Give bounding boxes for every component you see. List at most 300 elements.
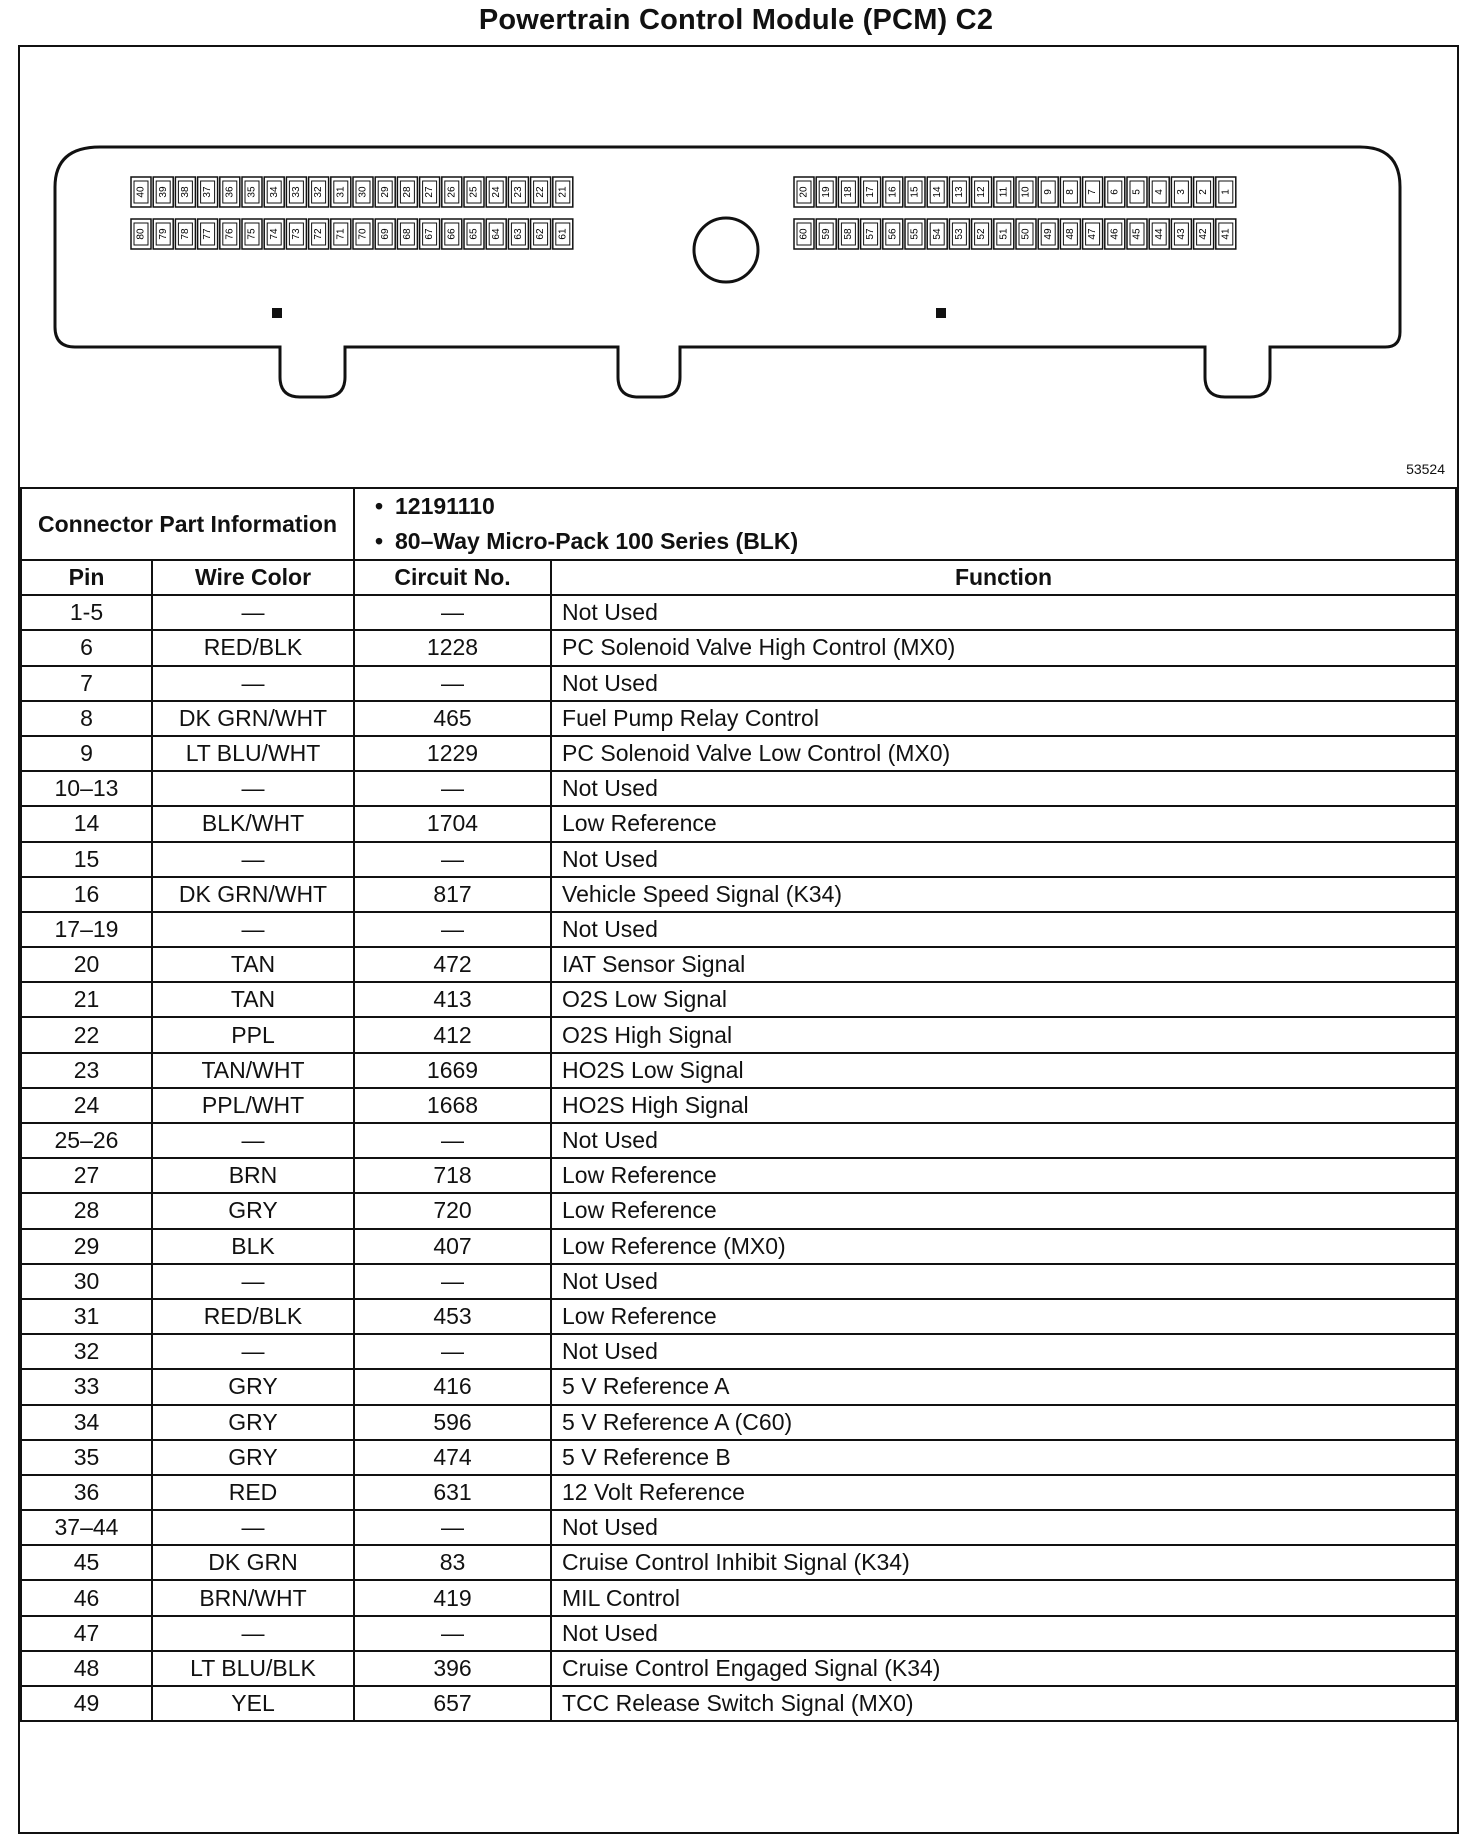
pin-number: 73 xyxy=(291,228,303,240)
wire-color-cell: BRN/WHT xyxy=(152,1580,354,1615)
pin-cell: 17–19 xyxy=(21,912,152,947)
circuit-cell: 407 xyxy=(354,1229,551,1264)
pin-cell: 10–13 xyxy=(21,771,152,806)
table-row xyxy=(21,1475,1456,1510)
circuit-cell: — xyxy=(354,771,551,806)
table-row xyxy=(21,1053,1456,1088)
function-cell: Not Used xyxy=(551,1264,1456,1299)
table-row xyxy=(21,1158,1456,1193)
pin-number: 49 xyxy=(1042,228,1054,240)
pin-cavity xyxy=(131,219,151,249)
pin-cavity xyxy=(442,219,462,249)
pin-cavity xyxy=(309,177,329,207)
pin-number: 39 xyxy=(157,186,169,198)
circuit-cell: 657 xyxy=(354,1686,551,1721)
pin-cavity xyxy=(883,219,903,249)
connector-center-hole xyxy=(694,218,758,282)
pin-number: 65 xyxy=(468,228,480,240)
pin-cavity xyxy=(353,219,373,249)
page-title: Powertrain Control Module (PCM) C2 xyxy=(478,4,994,36)
pin-cavity xyxy=(198,219,218,249)
table-row xyxy=(21,630,1456,665)
pin-number: 16 xyxy=(887,186,899,198)
circuit-cell: 419 xyxy=(354,1580,551,1615)
wire-color-cell: — xyxy=(152,842,354,877)
pin-number: 52 xyxy=(976,228,988,240)
table-row xyxy=(21,1545,1456,1580)
column-header-wire-color: Wire Color xyxy=(152,560,354,595)
wire-color-cell: TAN xyxy=(152,982,354,1017)
pin-cell: 22 xyxy=(21,1017,152,1052)
pin-cavity xyxy=(508,219,528,249)
pin-cavity xyxy=(420,177,440,207)
wire-color-cell: — xyxy=(152,771,354,806)
function-cell: Low Reference (MX0) xyxy=(551,1229,1456,1264)
connector-part-number: • 12191110 xyxy=(395,489,1455,524)
pin-number: 61 xyxy=(557,228,569,240)
column-header-function: Function xyxy=(551,560,1456,595)
figure-number: 53524 xyxy=(1406,461,1445,477)
table-row xyxy=(21,1229,1456,1264)
column-header-pin: Pin xyxy=(21,560,152,595)
pin-cavity xyxy=(1105,177,1125,207)
circuit-cell: — xyxy=(354,1334,551,1369)
table-row xyxy=(21,1369,1456,1404)
pin-cavity xyxy=(861,219,881,249)
pin-number: 67 xyxy=(424,228,436,240)
pin-cavity xyxy=(1083,177,1103,207)
pin-cavity xyxy=(353,177,373,207)
pin-number: 25 xyxy=(468,186,480,198)
pin-number: 46 xyxy=(1109,228,1121,240)
wire-color-cell: BLK xyxy=(152,1229,354,1264)
function-cell: Low Reference xyxy=(551,1158,1456,1193)
pin-cavity xyxy=(464,219,484,249)
wire-color-cell: RED xyxy=(152,1475,354,1510)
wire-color-cell: DK GRN/WHT xyxy=(152,877,354,912)
pin-number: 78 xyxy=(180,228,192,240)
wire-color-cell: — xyxy=(152,1616,354,1651)
function-cell: Not Used xyxy=(551,1510,1456,1545)
pin-cavity xyxy=(1216,177,1236,207)
circuit-cell: 472 xyxy=(354,947,551,982)
pin-cavity xyxy=(486,219,506,249)
pin-number: 40 xyxy=(135,186,147,198)
pin-number: 55 xyxy=(909,228,921,240)
table-row xyxy=(21,1334,1456,1369)
pin-number: 64 xyxy=(490,228,502,240)
circuit-cell: — xyxy=(354,1510,551,1545)
table-row xyxy=(21,912,1456,947)
pin-number: 72 xyxy=(313,228,325,240)
pin-cavity xyxy=(1016,177,1036,207)
wire-color-cell: TAN/WHT xyxy=(152,1053,354,1088)
pin-cell: 35 xyxy=(21,1440,152,1475)
pin-cell: 46 xyxy=(21,1580,152,1615)
table-header-row xyxy=(21,560,1456,595)
function-cell: O2S Low Signal xyxy=(551,982,1456,1017)
table-row xyxy=(21,982,1456,1017)
connector-info-label: Connector Part Information xyxy=(21,488,354,560)
pin-cavity xyxy=(375,219,395,249)
pin-cavity xyxy=(175,219,195,249)
circuit-cell: — xyxy=(354,1616,551,1651)
pin-number: 14 xyxy=(931,186,943,198)
table-row xyxy=(21,877,1456,912)
connector-diagram xyxy=(20,47,1457,487)
pin-cell: 37–44 xyxy=(21,1510,152,1545)
pin-cell: 31 xyxy=(21,1299,152,1334)
pin-marker-left xyxy=(272,308,282,318)
pin-cell: 6 xyxy=(21,630,152,665)
circuit-cell: 1668 xyxy=(354,1088,551,1123)
pin-cavity xyxy=(553,219,573,249)
pin-cavity xyxy=(331,219,351,249)
circuit-cell: — xyxy=(354,842,551,877)
table-row xyxy=(21,1510,1456,1545)
pin-number: 48 xyxy=(1065,228,1077,240)
pin-cavity xyxy=(905,219,925,249)
pin-number: 36 xyxy=(224,186,236,198)
table-row xyxy=(21,701,1456,736)
pin-cavity xyxy=(486,177,506,207)
pin-cell: 33 xyxy=(21,1369,152,1404)
wire-color-cell: GRY xyxy=(152,1193,354,1228)
pin-cavity xyxy=(1127,219,1147,249)
pin-number: 44 xyxy=(1153,228,1165,240)
pin-number: 51 xyxy=(998,228,1010,240)
pin-number: 22 xyxy=(535,186,547,198)
wire-color-cell: YEL xyxy=(152,1686,354,1721)
connector-illustration xyxy=(20,47,1457,487)
table-row xyxy=(21,595,1456,630)
wire-color-cell: LT BLU/WHT xyxy=(152,736,354,771)
table-row xyxy=(21,666,1456,701)
circuit-cell: 83 xyxy=(354,1545,551,1580)
table-row xyxy=(21,1651,1456,1686)
circuit-cell: 596 xyxy=(354,1405,551,1440)
pin-number: 26 xyxy=(446,186,458,198)
pin-cavity xyxy=(838,177,858,207)
pin-cell: 16 xyxy=(21,877,152,912)
column-header-circuit: Circuit No. xyxy=(354,560,551,595)
pin-cavity xyxy=(1016,219,1036,249)
wire-color-cell: — xyxy=(152,912,354,947)
pin-number: 58 xyxy=(843,228,855,240)
pin-number: 33 xyxy=(291,186,303,198)
pin-number: 13 xyxy=(954,186,966,198)
pin-number: 5 xyxy=(1131,189,1143,195)
pin-cavity xyxy=(220,219,240,249)
pin-cavity xyxy=(949,219,969,249)
pin-number: 75 xyxy=(246,228,258,240)
wire-color-cell: LT BLU/BLK xyxy=(152,1651,354,1686)
pin-marker-right xyxy=(936,308,946,318)
pin-number: 29 xyxy=(379,186,391,198)
pin-number: 60 xyxy=(798,228,810,240)
pin-cavity xyxy=(905,177,925,207)
table-row xyxy=(21,842,1456,877)
circuit-cell: 416 xyxy=(354,1369,551,1404)
table-row xyxy=(21,1264,1456,1299)
pin-cavity xyxy=(508,177,528,207)
pin-cell: 14 xyxy=(21,806,152,841)
function-cell: 5 V Reference A xyxy=(551,1369,1456,1404)
pin-number: 34 xyxy=(268,186,280,198)
pin-number: 30 xyxy=(357,186,369,198)
pin-number: 37 xyxy=(202,186,214,198)
pin-cavities xyxy=(131,177,1236,249)
pin-cell: 30 xyxy=(21,1264,152,1299)
circuit-cell: 1704 xyxy=(354,806,551,841)
function-cell: Low Reference xyxy=(551,1299,1456,1334)
pin-cell: 32 xyxy=(21,1334,152,1369)
pin-number: 62 xyxy=(535,228,547,240)
pin-cavity xyxy=(1149,177,1169,207)
pin-number: 38 xyxy=(180,186,192,198)
function-cell: Not Used xyxy=(551,771,1456,806)
pin-number: 8 xyxy=(1065,189,1077,195)
wire-color-cell: GRY xyxy=(152,1405,354,1440)
pin-number: 24 xyxy=(490,186,502,198)
pin-number: 68 xyxy=(402,228,414,240)
pin-cavity xyxy=(1038,177,1058,207)
wire-color-cell: RED/BLK xyxy=(152,1299,354,1334)
pin-cavity xyxy=(397,177,417,207)
pin-cell: 23 xyxy=(21,1053,152,1088)
circuit-cell: 413 xyxy=(354,982,551,1017)
pin-number: 19 xyxy=(820,186,832,198)
pin-cell: 36 xyxy=(21,1475,152,1510)
function-cell: TCC Release Switch Signal (MX0) xyxy=(551,1686,1456,1721)
pin-cell: 7 xyxy=(21,666,152,701)
connector-description: • 80–Way Micro-Pack 100 Series (BLK) xyxy=(395,524,1455,559)
pin-cavity xyxy=(1171,177,1191,207)
pin-cavity xyxy=(309,219,329,249)
pin-number: 45 xyxy=(1131,228,1143,240)
pin-cavity xyxy=(1149,219,1169,249)
function-cell: 12 Volt Reference xyxy=(551,1475,1456,1510)
pin-cavity xyxy=(816,177,836,207)
function-cell: Not Used xyxy=(551,912,1456,947)
function-cell: IAT Sensor Signal xyxy=(551,947,1456,982)
pin-cell: 28 xyxy=(21,1193,152,1228)
pin-number: 12 xyxy=(976,186,988,198)
pin-number: 1 xyxy=(1220,189,1232,195)
pin-number: 32 xyxy=(313,186,325,198)
pin-number: 21 xyxy=(557,186,569,198)
circuit-cell: 817 xyxy=(354,877,551,912)
table-row xyxy=(21,1616,1456,1651)
function-cell: Not Used xyxy=(551,1334,1456,1369)
function-cell: O2S High Signal xyxy=(551,1017,1456,1052)
pin-cavity xyxy=(972,177,992,207)
function-cell: PC Solenoid Valve Low Control (MX0) xyxy=(551,736,1456,771)
pin-cavity xyxy=(175,177,195,207)
pin-number: 79 xyxy=(157,228,169,240)
pin-cavity xyxy=(375,177,395,207)
pin-cavity xyxy=(1194,177,1214,207)
pin-cell: 21 xyxy=(21,982,152,1017)
pin-number: 63 xyxy=(513,228,525,240)
wire-color-cell: — xyxy=(152,1123,354,1158)
pin-cavity xyxy=(1105,219,1125,249)
pin-cell: 20 xyxy=(21,947,152,982)
pin-cell: 48 xyxy=(21,1651,152,1686)
circuit-cell: 396 xyxy=(354,1651,551,1686)
pin-number: 66 xyxy=(446,228,458,240)
pin-number: 11 xyxy=(998,186,1010,198)
pin-cell: 49 xyxy=(21,1686,152,1721)
pin-cavity xyxy=(927,219,947,249)
pin-cavity xyxy=(1216,219,1236,249)
table-row xyxy=(21,1405,1456,1440)
pin-number: 10 xyxy=(1020,186,1032,198)
wire-color-cell: — xyxy=(152,595,354,630)
wire-color-cell: — xyxy=(152,1334,354,1369)
pin-number: 69 xyxy=(379,228,391,240)
function-cell: Not Used xyxy=(551,1123,1456,1158)
function-cell: Low Reference xyxy=(551,806,1456,841)
pin-number: 59 xyxy=(820,228,832,240)
function-cell: PC Solenoid Valve High Control (MX0) xyxy=(551,630,1456,665)
pin-number: 50 xyxy=(1020,228,1032,240)
pin-cavity xyxy=(331,177,351,207)
pin-cavity xyxy=(1060,177,1080,207)
pin-cavity xyxy=(794,219,814,249)
pin-number: 4 xyxy=(1153,189,1165,195)
pin-cavity xyxy=(264,219,284,249)
function-cell: Vehicle Speed Signal (K34) xyxy=(551,877,1456,912)
pin-number: 6 xyxy=(1109,189,1121,195)
pin-number: 9 xyxy=(1042,189,1054,195)
table-row xyxy=(21,1440,1456,1475)
pin-number: 7 xyxy=(1087,189,1099,195)
pin-cavity xyxy=(838,219,858,249)
pin-cavity xyxy=(531,177,551,207)
wire-color-cell: — xyxy=(152,1510,354,1545)
pin-cavity xyxy=(1060,219,1080,249)
wire-color-cell: RED/BLK xyxy=(152,630,354,665)
pin-number: 74 xyxy=(268,228,280,240)
pin-cavity xyxy=(153,177,173,207)
wire-color-cell: GRY xyxy=(152,1440,354,1475)
pin-cavity xyxy=(442,177,462,207)
pin-number: 17 xyxy=(865,186,877,198)
circuit-cell: 1229 xyxy=(354,736,551,771)
pin-cavity xyxy=(816,219,836,249)
pin-number: 28 xyxy=(402,186,414,198)
table-row xyxy=(21,736,1456,771)
function-cell: Not Used xyxy=(551,666,1456,701)
table-row xyxy=(21,1686,1456,1721)
function-cell: Not Used xyxy=(551,595,1456,630)
pin-cavity xyxy=(861,177,881,207)
pin-number: 42 xyxy=(1198,228,1210,240)
pin-cavity xyxy=(553,177,573,207)
table-row xyxy=(21,1580,1456,1615)
pin-cell: 47 xyxy=(21,1616,152,1651)
circuit-cell: 1228 xyxy=(354,630,551,665)
function-cell: Not Used xyxy=(551,1616,1456,1651)
pin-cell: 29 xyxy=(21,1229,152,1264)
pin-cavity xyxy=(286,177,306,207)
circuit-cell: 718 xyxy=(354,1158,551,1193)
wire-color-cell: DK GRN xyxy=(152,1545,354,1580)
pin-cell: 24 xyxy=(21,1088,152,1123)
pin-cavity xyxy=(220,177,240,207)
function-cell: HO2S Low Signal xyxy=(551,1053,1456,1088)
function-cell: Cruise Control Inhibit Signal (K34) xyxy=(551,1545,1456,1580)
circuit-cell: 453 xyxy=(354,1299,551,1334)
connector-info-values xyxy=(354,488,1456,560)
table-row xyxy=(21,771,1456,806)
wire-color-cell: — xyxy=(152,666,354,701)
pin-cavity xyxy=(1171,219,1191,249)
wire-color-cell: PPL/WHT xyxy=(152,1088,354,1123)
pin-cavity xyxy=(883,177,903,207)
pinout-table xyxy=(20,487,1457,1722)
pin-cell: 9 xyxy=(21,736,152,771)
pin-number: 71 xyxy=(335,228,347,240)
pin-number: 31 xyxy=(335,186,347,198)
pin-number: 27 xyxy=(424,186,436,198)
circuit-cell: 720 xyxy=(354,1193,551,1228)
pin-cavity xyxy=(972,219,992,249)
pin-number: 18 xyxy=(843,186,855,198)
pin-cell: 34 xyxy=(21,1405,152,1440)
circuit-cell: 474 xyxy=(354,1440,551,1475)
pin-cavity xyxy=(264,177,284,207)
pin-cell: 8 xyxy=(21,701,152,736)
pin-cavity xyxy=(198,177,218,207)
circuit-cell: 1669 xyxy=(354,1053,551,1088)
pin-cavity xyxy=(994,177,1014,207)
table-row xyxy=(21,1299,1456,1334)
pin-number: 41 xyxy=(1220,228,1232,240)
connector-info-row xyxy=(21,488,1456,560)
circuit-cell: 412 xyxy=(354,1017,551,1052)
table-row xyxy=(21,1193,1456,1228)
pin-cavity xyxy=(464,177,484,207)
pin-cavity xyxy=(994,219,1014,249)
pin-number: 80 xyxy=(135,228,147,240)
table-row xyxy=(21,1017,1456,1052)
function-cell: Fuel Pump Relay Control xyxy=(551,701,1456,736)
circuit-cell: 631 xyxy=(354,1475,551,1510)
pin-number: 70 xyxy=(357,228,369,240)
function-cell: 5 V Reference B xyxy=(551,1440,1456,1475)
pin-cavity xyxy=(531,219,551,249)
circuit-cell: 465 xyxy=(354,701,551,736)
pin-cell: 15 xyxy=(21,842,152,877)
circuit-cell: — xyxy=(354,1264,551,1299)
pin-cell: 27 xyxy=(21,1158,152,1193)
pin-cavity xyxy=(1083,219,1103,249)
pin-cavity xyxy=(153,219,173,249)
pin-cavity xyxy=(420,219,440,249)
pin-cavity xyxy=(242,219,262,249)
pin-number: 15 xyxy=(909,186,921,198)
circuit-cell: — xyxy=(354,595,551,630)
function-cell: Not Used xyxy=(551,842,1456,877)
wire-color-cell: PPL xyxy=(152,1017,354,1052)
pin-cavity xyxy=(1127,177,1147,207)
pin-cell: 45 xyxy=(21,1545,152,1580)
pin-cavity xyxy=(1194,219,1214,249)
pin-number: 77 xyxy=(202,228,214,240)
table-row xyxy=(21,1088,1456,1123)
